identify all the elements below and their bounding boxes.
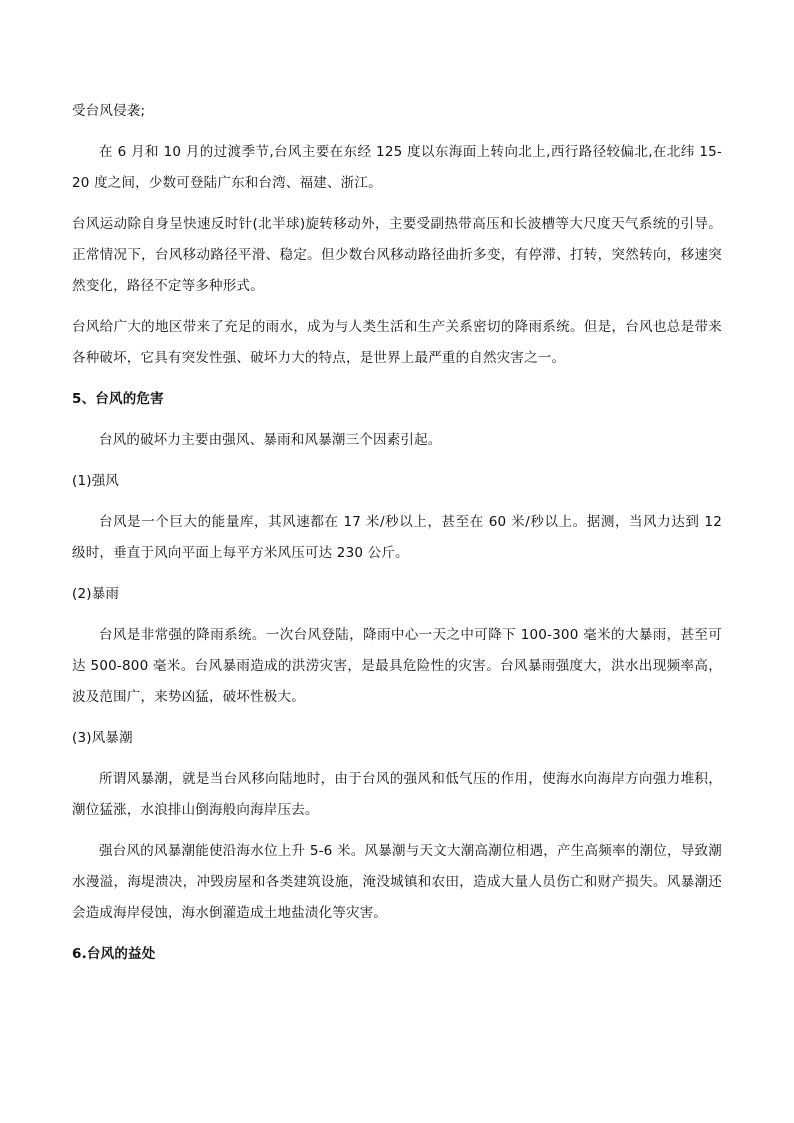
document-body: [72, 96, 722, 980]
paragraph-typhoon-movement: 台风运动除自身呈快速反时针(北半球)旋转移动外，主要受副热带高压和长波槽等大尺度天气系统的引导。正常情况下，台风移动路径平滑、稳定。但少数台风移动路径曲折多变，有停滞、打转，突然转向，移速突然变化，路径不定等多种形式。: [72, 216, 722, 294]
section-heading-hazards: 5、台风的危害: [72, 391, 164, 407]
subheading-storm-surge: (3)风暴潮: [72, 730, 133, 746]
paragraph-rainstorm: 台风是非常强的降雨系统。一次台风登陆，降雨中心一天之中可降下 100-300 毫米的大暴雨，甚至可达 500-800 毫米。台风暴雨造成的洪涝灾害，是最具危险性的灾害。台风暴雨强度大，洪水出现频率高，波及范围广，来势凶猛，破坏性极大。: [72, 627, 722, 705]
paragraph-storm-surge-definition: 所谓风暴潮，就是当台风移向陆地时，由于台风的强风和低气压的作用，使海水向海岸方向强力堆积，潮位猛涨，水浪排山倒海般向海岸压去。: [72, 771, 722, 818]
paragraph-hazard-factors: 台风的破坏力主要由强风、暴雨和风暴潮三个因素引起。: [99, 432, 442, 448]
paragraph-strong-wind: 台风是一个巨大的能量库，其风速都在 17 米/秒以上，甚至在 60 米/秒以上。据测，当风力达到 12 级时，垂直于风向平面上每平方米风压可达 230 公斤。: [72, 514, 722, 561]
section-heading-benefits: 6.台风的益处: [72, 946, 156, 962]
paragraph-storm-surge-effects: 强台风的风暴潮能使沿海水位上升 5-6 米。风暴潮与天文大潮高潮位相遇，产生高频率的潮位，导致潮水漫溢，海堤溃决，冲毁房屋和各类建筑设施，淹没城镇和农田，造成大量人员伤亡和财产损失。风暴潮还会造成海岸侵蚀，海水倒灌造成土地盐渍化等灾害。: [72, 843, 722, 921]
subheading-rainstorm: (2)暴雨: [72, 586, 120, 602]
paragraph-typhoon-attack: 受台风侵袭;: [72, 103, 146, 119]
paragraph-typhoon-rain: 台风给广大的地区带来了充足的雨水，成为与人类生活和生产关系密切的降雨系统。但是，台风也总是带来各种破坏，它具有突发性强、破坏力大的特点，是世界上最严重的自然灾害之一。: [72, 319, 722, 366]
subheading-strong-wind: (1)强风: [72, 473, 120, 489]
paragraph-transition-season: 在 6 月和 10 月的过渡季节,台风主要在东经 125 度以东海面上转向北上,西行路径较偏北,在北纬 15-20 度之间，少数可登陆广东和台湾、福建、浙江。: [72, 144, 722, 191]
